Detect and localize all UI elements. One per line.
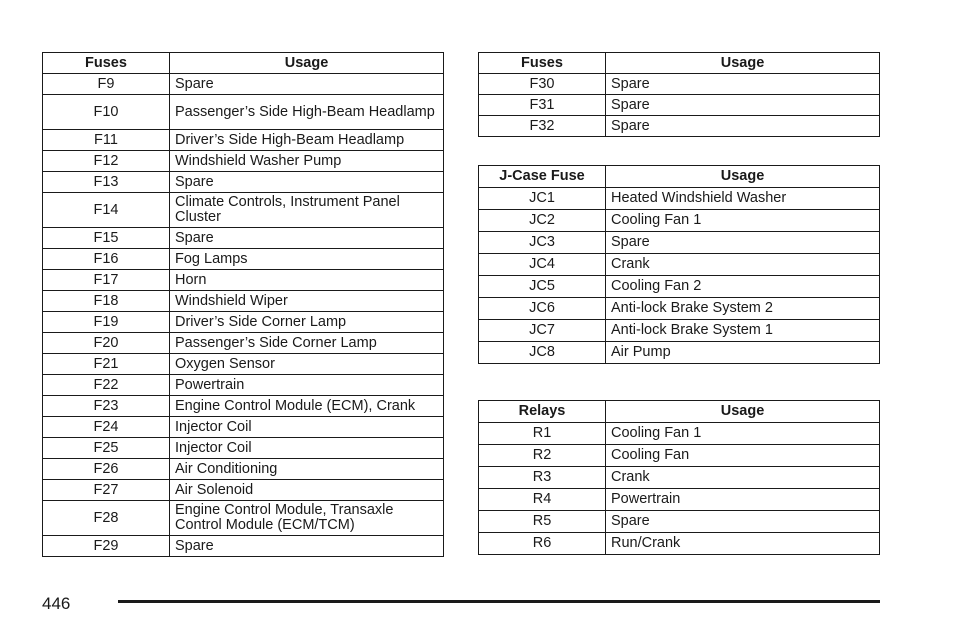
table-row [479,445,880,467]
table-row [479,342,880,364]
fuse-usage: Passenger’s Side Corner Lamp [170,333,444,354]
fuse-usage: Windshield Wiper [170,291,444,312]
jcase-usage: Cooling Fan 1 [606,210,880,232]
table-row [479,423,880,445]
table-row [479,210,880,232]
table-row [479,467,880,489]
fuse-code: F9 [43,74,170,95]
table-row [43,501,444,536]
relay-usage: Spare [606,511,880,533]
relay-usage: Powertrain [606,489,880,511]
column-header-code: Fuses [479,53,606,74]
fuse-code: F17 [43,270,170,291]
fuse-code: F19 [43,312,170,333]
table-header-row [479,53,880,74]
fuse-code: F15 [43,228,170,249]
table-row [43,172,444,193]
table-row [43,536,444,557]
fuse-usage: Air Solenoid [170,480,444,501]
fuse-code: F23 [43,396,170,417]
table-row [43,270,444,291]
fuse-code: F32 [479,116,606,137]
fuse-usage: Engine Control Module (ECM), Crank [170,396,444,417]
table-row [479,489,880,511]
relay-code: R6 [479,533,606,555]
table-row [43,396,444,417]
fuse-code: F25 [43,438,170,459]
fuse-usage: Injector Coil [170,417,444,438]
table-row [43,417,444,438]
jcase-fuse-table [478,165,880,364]
table-header-row [479,166,880,188]
column-header-usage: Usage [606,53,880,74]
column-header-code: J-Case Fuse [479,166,606,188]
table-row [43,438,444,459]
fuse-code: F28 [43,501,170,536]
table-row [43,95,444,130]
relay-code: R3 [479,467,606,489]
fuse-usage: Fog Lamps [170,249,444,270]
fuse-code: F31 [479,95,606,116]
fuse-code: F20 [43,333,170,354]
jcase-usage: Crank [606,254,880,276]
jcase-code: JC6 [479,298,606,320]
relay-code: R4 [479,489,606,511]
relay-usage: Run/Crank [606,533,880,555]
column-header-code: Fuses [43,53,170,74]
table-row [43,480,444,501]
fuse-table-left [42,52,444,557]
fuse-usage: Spare [170,536,444,557]
fuse-usage: Spare [606,116,880,137]
table-row [479,298,880,320]
relay-code: R5 [479,511,606,533]
column-header-usage: Usage [606,166,880,188]
fuse-code: F16 [43,249,170,270]
table-row [479,533,880,555]
fuse-usage: Climate Controls, Instrument Panel Cluster [170,193,444,228]
relays-table [478,400,880,555]
table-row [43,130,444,151]
jcase-usage: Heated Windshield Washer [606,188,880,210]
fuse-code: F24 [43,417,170,438]
fuse-usage: Injector Coil [170,438,444,459]
fuse-code: F27 [43,480,170,501]
fuse-code: F13 [43,172,170,193]
table-row [479,74,880,95]
fuse-usage: Driver’s Side High-Beam Headlamp [170,130,444,151]
fuse-usage: Windshield Washer Pump [170,151,444,172]
jcase-usage: Anti-lock Brake System 2 [606,298,880,320]
fuse-code: F30 [479,74,606,95]
table-row [43,74,444,95]
fuse-usage: Spare [606,74,880,95]
relay-usage: Cooling Fan 1 [606,423,880,445]
fuse-usage: Spare [170,74,444,95]
fuse-usage: Powertrain [170,375,444,396]
fuse-code: F22 [43,375,170,396]
jcase-code: JC5 [479,276,606,298]
fuse-code: F18 [43,291,170,312]
relay-code: R1 [479,423,606,445]
table-row [43,291,444,312]
fuse-usage: Horn [170,270,444,291]
jcase-code: JC8 [479,342,606,364]
table-row [43,312,444,333]
table-row [43,151,444,172]
table-row [43,228,444,249]
table-row [43,249,444,270]
fuse-code: F10 [43,95,170,130]
fuse-usage: Oxygen Sensor [170,354,444,375]
table-row [479,320,880,342]
jcase-usage: Cooling Fan 2 [606,276,880,298]
column-header-usage: Usage [170,53,444,74]
footer-rule [118,600,880,603]
fuse-usage: Driver’s Side Corner Lamp [170,312,444,333]
fuse-table-right [478,52,880,137]
fuse-code: F29 [43,536,170,557]
jcase-code: JC4 [479,254,606,276]
jcase-usage: Spare [606,232,880,254]
fuse-usage: Spare [170,228,444,249]
table-row [43,333,444,354]
table-row [479,116,880,137]
table-row [479,254,880,276]
relay-code: R2 [479,445,606,467]
jcase-code: JC3 [479,232,606,254]
table-row [479,511,880,533]
jcase-code: JC1 [479,188,606,210]
fuse-code: F11 [43,130,170,151]
jcase-usage: Anti-lock Brake System 1 [606,320,880,342]
page-number: 446 [42,594,71,613]
column-header-code: Relays [479,401,606,423]
fuse-code: F26 [43,459,170,480]
fuse-code: F21 [43,354,170,375]
column-header-usage: Usage [606,401,880,423]
table-row [479,276,880,298]
fuse-usage: Engine Control Module, Transaxle Control Module (ECM/TCM) [170,501,444,536]
jcase-code: JC2 [479,210,606,232]
fuse-code: F14 [43,193,170,228]
relay-usage: Crank [606,467,880,489]
table-header-row [479,401,880,423]
table-row [479,232,880,254]
jcase-code: JC7 [479,320,606,342]
table-header-row [43,53,444,74]
table-row [479,188,880,210]
fuse-usage: Passenger’s Side High-Beam Headlamp [170,95,444,130]
fuse-usage: Air Conditioning [170,459,444,480]
table-row [43,354,444,375]
table-row [43,459,444,480]
table-row [43,375,444,396]
relay-usage: Cooling Fan [606,445,880,467]
fuse-code: F12 [43,151,170,172]
table-row [479,95,880,116]
fuse-usage: Spare [170,172,444,193]
jcase-usage: Air Pump [606,342,880,364]
fuse-usage: Spare [606,95,880,116]
table-row [43,193,444,228]
